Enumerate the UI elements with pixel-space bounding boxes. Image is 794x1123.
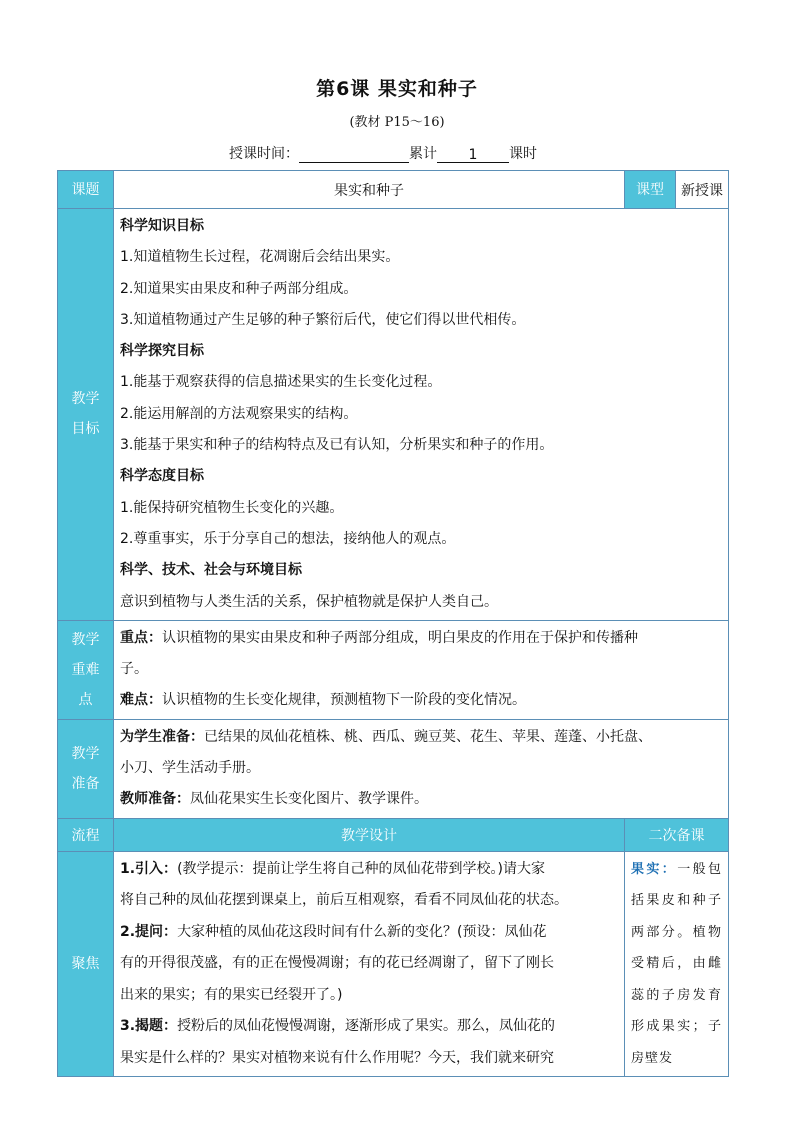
step-text: 有的开得很茂盛，有的正在慢慢凋谢；有的花已经凋谢了，留下了刚长 — [120, 955, 554, 972]
hours-label: 课时 — [509, 146, 537, 162]
key-points-row — [58, 620, 729, 719]
objective-item: 2.知道果实由果皮和种子两部分组成。 — [120, 280, 358, 297]
teacher-prep-text: 凤仙花果实生长变化图片、教学课件。 — [190, 791, 428, 808]
lesson-time-line — [229, 143, 537, 163]
step-text: (教学提示：提前让学生将自己种的凤仙花带到学校。)请大家 — [177, 860, 545, 877]
hard-text: 认识植物的生长变化规律，预测植物下一阶段的变化情况。 — [162, 692, 526, 709]
key-points-content — [114, 620, 729, 719]
design-col-header: 教学设计 — [114, 818, 625, 851]
objectives-label-line1: 教学 — [71, 391, 100, 408]
note-label: 果实： — [631, 861, 678, 877]
focus-label: 聚焦 — [58, 851, 114, 1077]
key-points-label-line2: 重难 — [71, 661, 100, 678]
student-prep-text-cont: 小刀、学生活动手册。 — [120, 760, 260, 777]
objectives-content — [114, 209, 729, 621]
objective-item: 1.能基于观察获得的信息描述果实的生长变化过程。 — [120, 374, 442, 391]
time-blank[interactable] — [299, 147, 409, 163]
step-text: 授粉后的凤仙花慢慢凋谢，逐渐形成了果实。那么，凤仙花的 — [177, 1018, 556, 1035]
focus-design — [114, 851, 625, 1077]
focus-row — [58, 851, 729, 1077]
lesson-title: 第6课 果实和种子 — [316, 78, 478, 100]
student-prep-label: 为学生准备： — [120, 728, 204, 745]
key-text: 认识植物的果实由果皮和种子两部分组成，明白果皮的作用在于保护和传播种 — [162, 629, 638, 646]
preparation-label-line2: 准备 — [71, 775, 100, 792]
objectives-label — [58, 209, 114, 621]
objective-item: 意识到植物与人类生活的关系，保护植物就是保护人类自己。 — [120, 593, 498, 610]
step-text: 出来的果实；有的果实已经裂开了。) — [120, 986, 343, 1003]
time-label: 授课时间： — [229, 146, 299, 162]
preparation-label — [58, 719, 114, 818]
key-points-label — [58, 620, 114, 719]
focus-revision-note — [625, 851, 729, 1077]
objective-item: 1.知道植物生长过程，花凋谢后会结出果实。 — [120, 249, 400, 266]
key-label: 重点： — [120, 629, 162, 646]
objective-heading: 科学、技术、社会与环境目标 — [120, 562, 302, 579]
teacher-prep-label: 教师准备： — [120, 791, 190, 808]
key-points-label-line3: 点 — [78, 691, 93, 708]
objective-item: 2.尊重事实，乐于分享自己的想法，接纳他人的观点。 — [120, 530, 456, 547]
key-points-label-line1: 教学 — [71, 631, 100, 648]
textbook-pages: (教材 P15～16) — [349, 115, 445, 130]
type-label: 课型 — [625, 171, 676, 209]
step-text: 大家种植的凤仙花这段时间有什么新的变化？(预设：凤仙花 — [177, 923, 547, 940]
topic-row — [58, 171, 729, 209]
step-text: 果实是什么样的？果实对植物来说有什么作用呢？今天，我们就来研究 — [120, 1049, 554, 1066]
key-text-cont: 子。 — [120, 661, 148, 678]
objectives-label-line2: 目标 — [71, 421, 100, 438]
preparation-label-line1: 教学 — [71, 745, 100, 762]
flow-col-header: 流程 — [58, 818, 114, 851]
hard-label: 难点： — [120, 692, 162, 709]
lesson-plan-table — [57, 170, 729, 1077]
flow-header-row — [58, 818, 729, 851]
objective-item: 3.能基于果实和种子的结构特点及已有认知，分析果实和种子的作用。 — [120, 437, 554, 454]
objective-heading: 科学态度目标 — [120, 468, 204, 485]
objectives-row — [58, 209, 729, 621]
objective-item: 2.能运用解剖的方法观察果实的结构。 — [120, 405, 358, 422]
objective-heading: 科学探究目标 — [120, 343, 204, 360]
note-text: 一般包括果皮和种子两部分。植物受精后，由雌蕊的子房发育形成果实；子房壁发 — [631, 861, 722, 1066]
step-label: 1.引入： — [120, 860, 178, 877]
cumulative-value: 1 — [437, 147, 509, 163]
student-prep-text: 已结果的凤仙花植株、桃、西瓜、豌豆荚、花生、苹果、莲蓬、小托盘、 — [204, 728, 652, 745]
preparation-content — [114, 719, 729, 818]
cumulative-label: 累计 — [409, 146, 437, 162]
step-label: 2.提问： — [120, 923, 178, 940]
objective-item: 3.知道植物通过产生足够的种子繁衍后代，使它们得以世代相传。 — [120, 311, 526, 328]
topic-label: 课题 — [58, 171, 114, 209]
step-text: 将自己种的凤仙花摆到课桌上，前后互相观察，看看不同凤仙花的状态。 — [120, 892, 568, 909]
topic-value: 果实和种子 — [114, 171, 625, 209]
objective-item: 1.能保持研究植物生长变化的兴趣。 — [120, 499, 344, 516]
type-value: 新授课 — [676, 171, 729, 209]
objective-heading: 科学知识目标 — [120, 218, 204, 234]
revision-col-header: 二次备课 — [625, 818, 729, 851]
step-label: 3.揭题： — [120, 1018, 178, 1035]
preparation-row — [58, 719, 729, 818]
